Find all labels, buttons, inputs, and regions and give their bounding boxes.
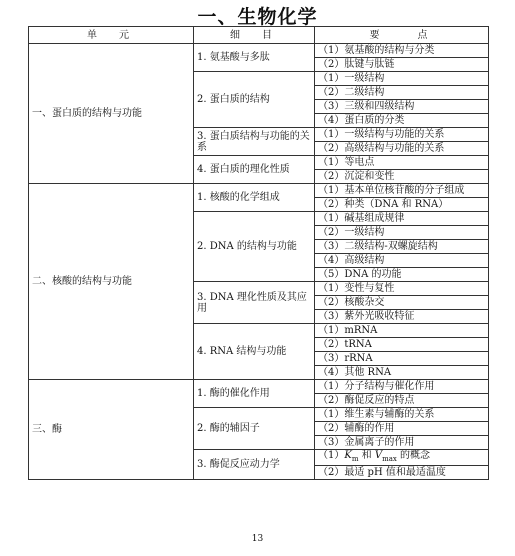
point-cell: （1）分子结构与催化作用 bbox=[315, 380, 489, 394]
point-cell: （3）rRNA bbox=[315, 352, 489, 366]
header-row bbox=[29, 27, 489, 44]
point-cell: （1）变性与复性 bbox=[315, 282, 489, 296]
point-cell: （1）碱基组成规律 bbox=[315, 212, 489, 226]
vmax-symbol: V bbox=[374, 450, 383, 461]
table-row bbox=[29, 380, 489, 394]
unit-cell: 二、核酸的结构与功能 bbox=[29, 184, 194, 380]
point-cell: （2）高级结构与功能的关系 bbox=[315, 142, 489, 156]
point-cell: （2）种类（DNA 和 RNA） bbox=[315, 198, 489, 212]
point-prefix: （1） bbox=[318, 450, 345, 461]
header-point: 要 点 bbox=[315, 27, 489, 44]
point-cell: （3）紫外光吸收特征 bbox=[315, 310, 489, 324]
item-cell: 4. 蛋白质的理化性质 bbox=[194, 156, 315, 184]
item-cell: 3. DNA 理化性质及其应用 bbox=[194, 282, 315, 324]
point-cell: （2）二级结构 bbox=[315, 86, 489, 100]
item-cell: 3. 酶促反应动力学 bbox=[194, 450, 315, 480]
point-cell: （2）辅酶的作用 bbox=[315, 422, 489, 436]
point-cell: （1）氨基酸的结构与分类 bbox=[315, 44, 489, 58]
point-cell: （1）基本单位核苷酸的分子组成 bbox=[315, 184, 489, 198]
item-cell: 2. 酶的辅因子 bbox=[194, 408, 315, 450]
km-symbol: K bbox=[344, 450, 352, 461]
vmax-subscript: max bbox=[382, 455, 397, 463]
point-cell: （1）一级结构与功能的关系 bbox=[315, 128, 489, 142]
table-row bbox=[29, 44, 489, 58]
item-cell: 1. 酶的催化作用 bbox=[194, 380, 315, 408]
page-number: 13 bbox=[251, 534, 264, 544]
point-cell: （5）DNA 的功能 bbox=[315, 268, 489, 282]
item-cell: 2. 蛋白质的结构 bbox=[194, 72, 315, 128]
unit-cell: 三、酶 bbox=[29, 380, 194, 480]
km-subscript: m bbox=[351, 455, 359, 463]
point-cell: （1）一级结构 bbox=[315, 72, 489, 86]
item-cell: 1. 核酸的化学组成 bbox=[194, 184, 315, 212]
point-cell: （2）核酸杂交 bbox=[315, 296, 489, 310]
point-cell: （2）酶促反应的特点 bbox=[315, 394, 489, 408]
point-suffix: 的概念 bbox=[396, 450, 431, 461]
item-cell: 4. RNA 结构与功能 bbox=[194, 324, 315, 380]
point-cell: （1）维生素与辅酶的关系 bbox=[315, 408, 489, 422]
point-cell: （2）最适 pH 值和最适温度 bbox=[315, 466, 489, 480]
header-item: 细 目 bbox=[194, 27, 315, 44]
point-cell: （3）金属离子的作用 bbox=[315, 436, 489, 450]
point-cell: （2）tRNA bbox=[315, 338, 489, 352]
item-cell: 2. DNA 的结构与功能 bbox=[194, 212, 315, 282]
point-cell: （2）沉淀和变性 bbox=[315, 170, 489, 184]
point-cell: （2）一级结构 bbox=[315, 226, 489, 240]
page-title: 一、生物化学 bbox=[197, 6, 318, 28]
point-cell: （3）二级结构-双螺旋结构 bbox=[315, 240, 489, 254]
point-cell: （4）高级结构 bbox=[315, 254, 489, 268]
point-cell bbox=[315, 450, 489, 466]
unit-cell: 一、蛋白质的结构与功能 bbox=[29, 44, 194, 184]
syllabus-table bbox=[28, 26, 489, 480]
and-text: 和 bbox=[358, 450, 375, 461]
point-cell: （4）蛋白质的分类 bbox=[315, 114, 489, 128]
item-cell: 3. 蛋白质结构与功能的关系 bbox=[194, 128, 315, 156]
header-unit: 单 元 bbox=[29, 27, 194, 44]
point-cell: （1）等电点 bbox=[315, 156, 489, 170]
table-row bbox=[29, 184, 489, 198]
item-cell: 1. 氨基酸与多肽 bbox=[194, 44, 315, 72]
point-cell: （1）mRNA bbox=[315, 324, 489, 338]
point-cell: （2）肽键与肽链 bbox=[315, 58, 489, 72]
point-cell: （4）其他 RNA bbox=[315, 366, 489, 380]
point-cell: （3）三级和四级结构 bbox=[315, 100, 489, 114]
